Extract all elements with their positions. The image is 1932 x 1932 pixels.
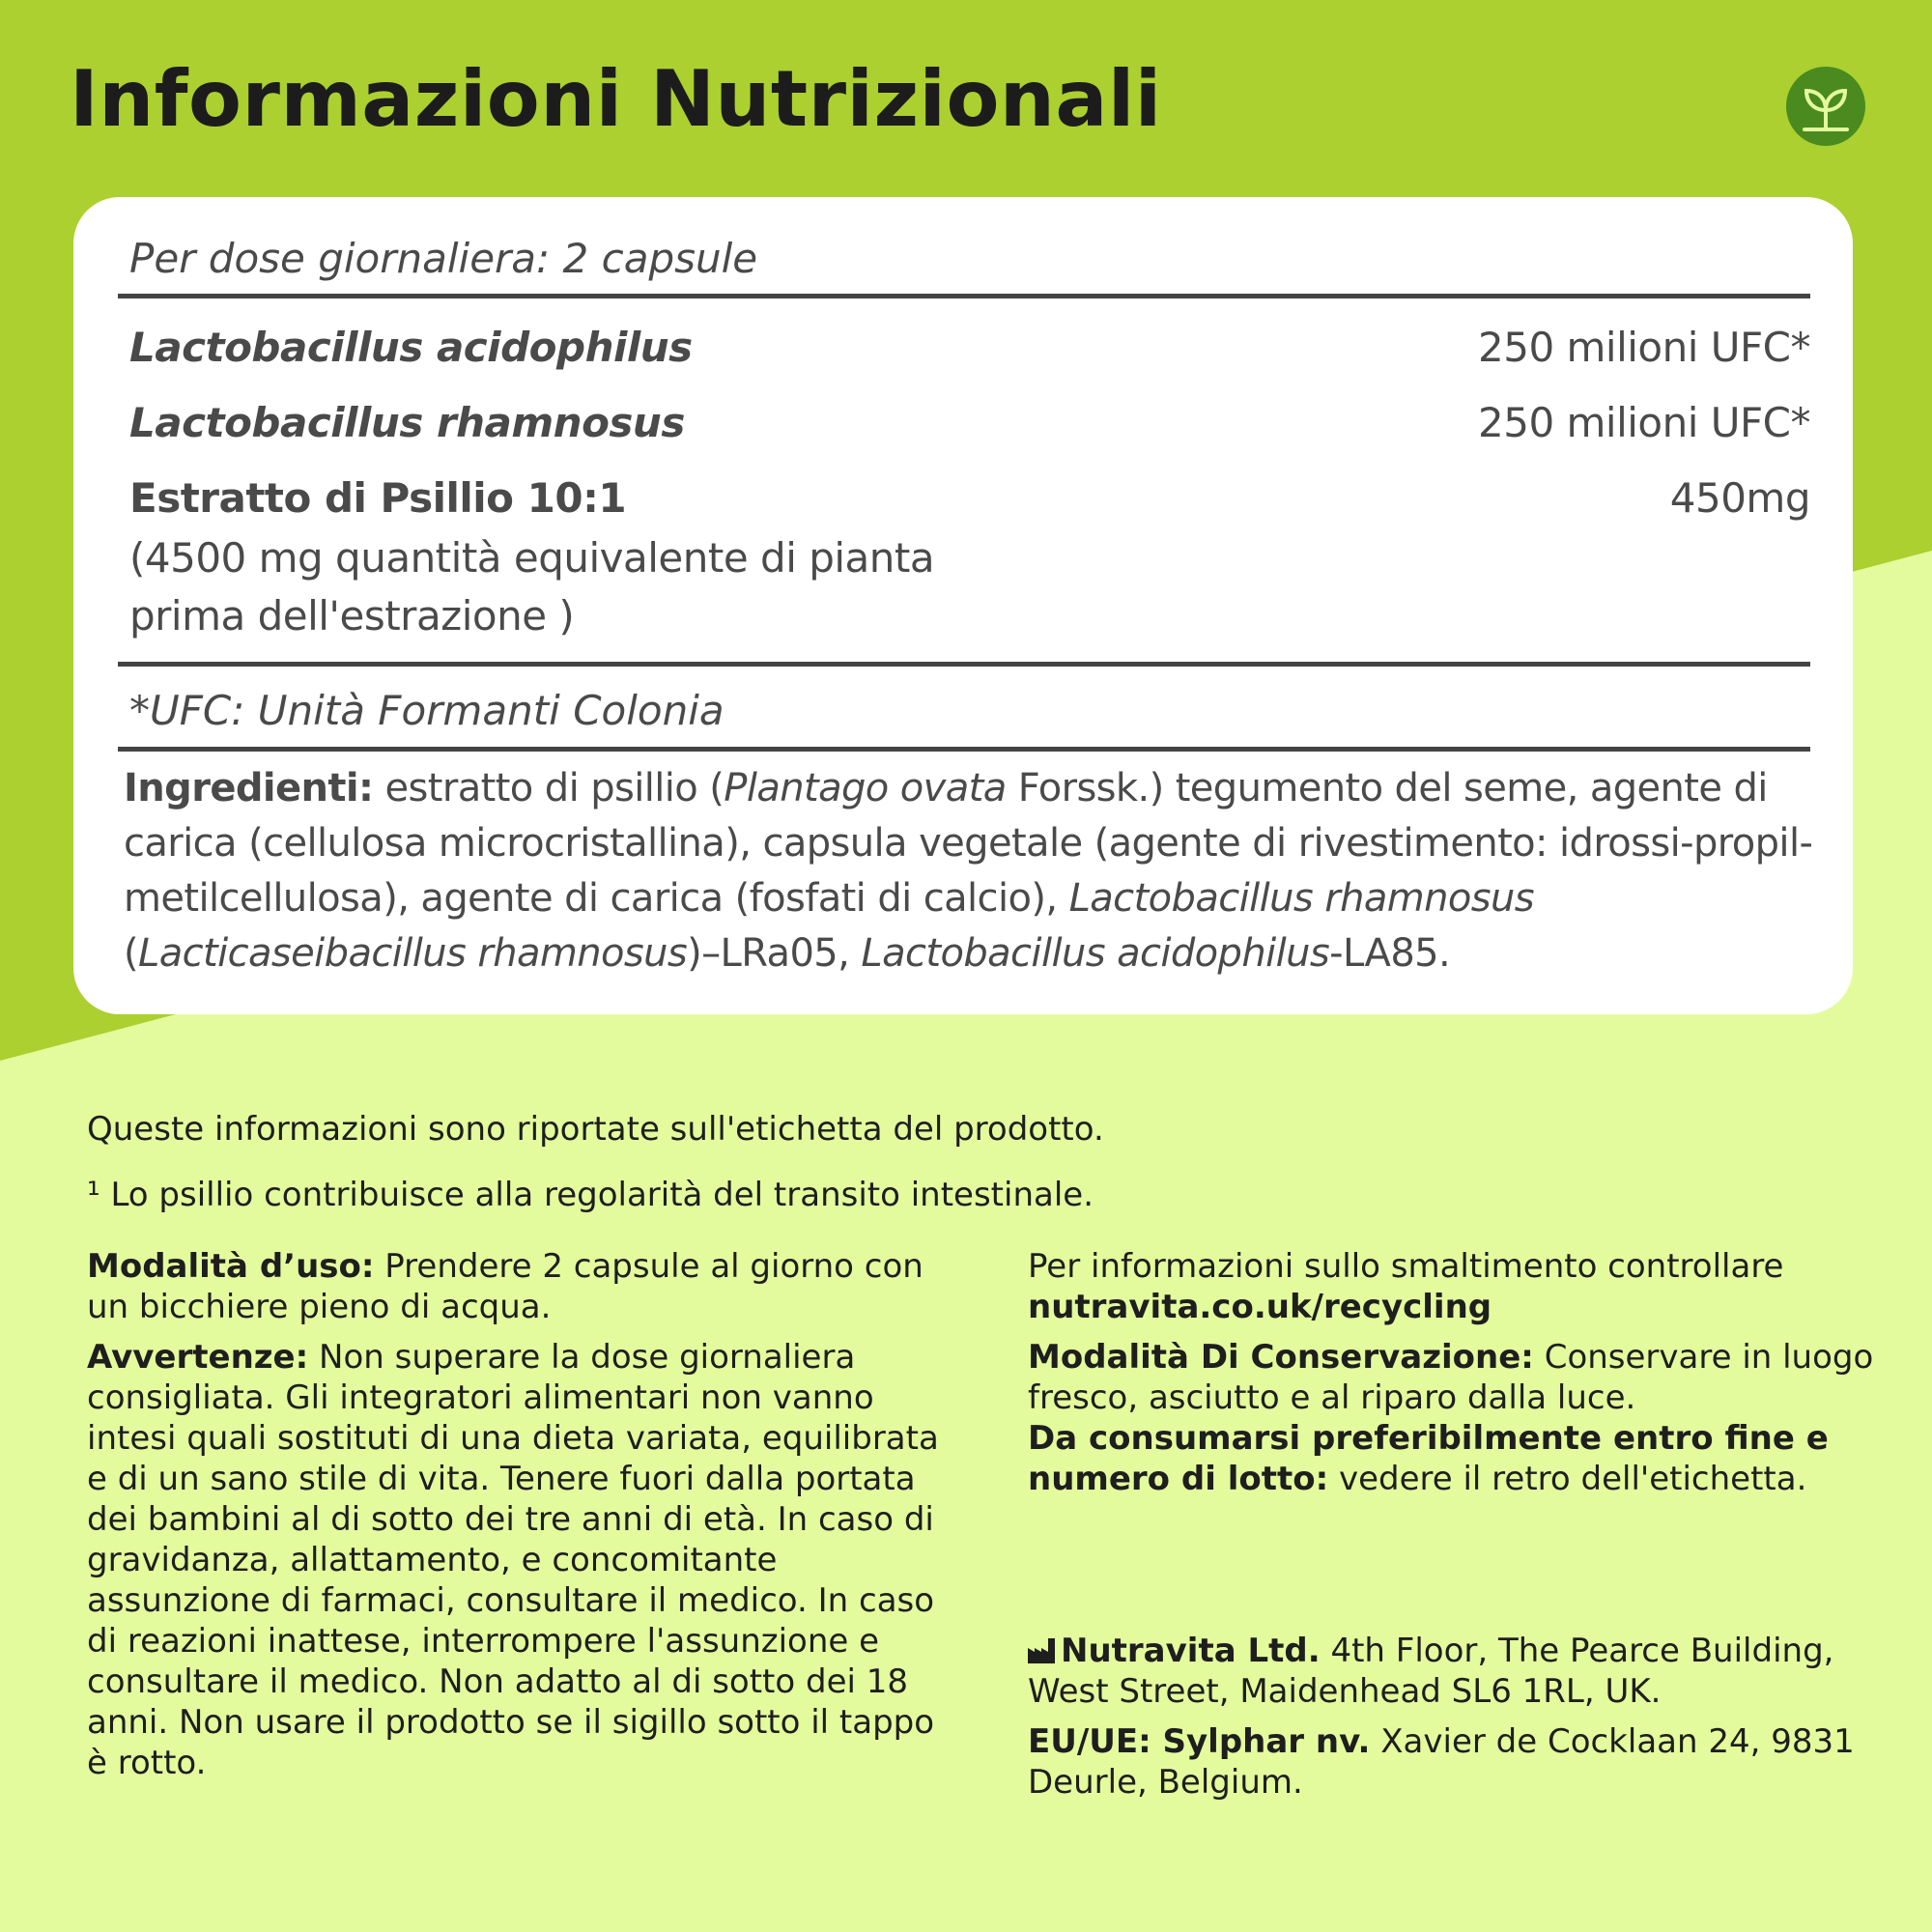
nutrient-row bbox=[129, 469, 1810, 643]
ingredients-part: Forssk.) tegumento del seme, agente di carica (cellulosa microcristallina), capsula vegetale (agente di rivestimento: idrossi-propil-metilcellulosa), agente di carica (fosfati di calcio), bbox=[124, 766, 1813, 921]
best-before-text: vedere il retro dell'etichetta. bbox=[1328, 1460, 1807, 1498]
manufacturer-address: 4th Floor, The Pearce Building, West Street, Maidenhead SL6 1RL, UK. bbox=[1028, 1632, 1834, 1711]
disposal-text: Per informazioni sullo smaltimento controllare bbox=[1028, 1247, 1784, 1286]
ingredients-text bbox=[124, 761, 1824, 981]
warnings-text: Non superare la dose giornaliera consigliata. Gli integratori alimentari non vanno intesi quali sostituti di una dieta variata, equilibrata e di un sano stile di vita. Tenere fuori dalla portata dei bambini al di sotto dei tre anni di età. In caso di gravidanza, allattamento, e concomitante assunzione di farmaci, consultare il medico. In caso di reazioni inattese, interrompere l'assunzione e consultare il medico. Non adatto al di sotto dei 18 anni. Non usare il prodotto se il sigillo sotto il tappo è rotto. bbox=[87, 1338, 939, 1782]
eu-representative bbox=[1028, 1721, 1897, 1803]
nutrient-name: Lactobacillus rhamnosus bbox=[129, 399, 685, 446]
nutrient-amount: 250 milioni UFC* bbox=[1478, 324, 1810, 371]
storage-text: Conservare in luogo fresco, asciutto e al riparo dalla luce. bbox=[1028, 1338, 1874, 1417]
ingredients-part: -LA85. bbox=[1329, 931, 1451, 976]
ingredients-part: Lactobacillus acidophilus bbox=[861, 931, 1330, 976]
ingredients-label: Ingredienti: bbox=[124, 766, 374, 810]
nutrient-amount: 450mg bbox=[1669, 474, 1810, 522]
divider bbox=[118, 294, 1810, 298]
divider bbox=[118, 662, 1810, 667]
nutrient-row bbox=[129, 394, 1810, 452]
eu-label: EU/UE: Sylphar nv. bbox=[1028, 1722, 1371, 1761]
nutrient-detail: (4500 mg quantità equivalente di pianta prima dell'estrazione ) bbox=[129, 534, 935, 639]
disposal-info bbox=[1028, 1246, 1897, 1327]
nutrient-row bbox=[129, 319, 1810, 377]
sprout-leaf-icon bbox=[1785, 66, 1866, 147]
manufacturer-name: Nutravita Ltd. bbox=[1061, 1632, 1321, 1670]
left-column bbox=[87, 1246, 956, 1793]
recycling-link[interactable]: nutravita.co.uk/recycling bbox=[1028, 1288, 1492, 1326]
best-before-label: Da consumarsi preferibilmente entro fine e numero di lotto: bbox=[1028, 1419, 1829, 1498]
warnings-label: Avvertenze: bbox=[87, 1338, 309, 1377]
ingredients-part: ( bbox=[124, 931, 139, 976]
divider bbox=[118, 747, 1810, 752]
label-info-note: Queste informazioni sono riportate sull'etichetta del prodotto. bbox=[87, 1110, 1104, 1149]
storage-info bbox=[1028, 1337, 1897, 1499]
page-title: Informazioni Nutrizionali bbox=[70, 54, 1162, 144]
ingredients-part: Lacticaseibacillus rhamnosus bbox=[138, 931, 688, 976]
nutrition-card bbox=[73, 197, 1853, 1014]
ufc-footnote: *UFC: Unità Formanti Colonia bbox=[129, 687, 724, 734]
storage-label: Modalità Di Conservazione: bbox=[1028, 1338, 1534, 1377]
psyllium-claim-note: ¹ Lo psillio contribuisce alla regolarità del transito intestinale. bbox=[87, 1176, 1094, 1214]
eu-address: Xavier de Cocklaan 24, 9831 Deurle, Belgium. bbox=[1028, 1722, 1855, 1802]
serving-size: Per dose giornaliera: 2 capsule bbox=[129, 235, 758, 282]
manufacturer-info bbox=[1028, 1631, 1897, 1712]
nutrient-name: Lactobacillus acidophilus bbox=[129, 324, 693, 371]
nutrient-name: Estratto di Psillio 10:1 bbox=[129, 474, 627, 522]
usage-text: Prendere 2 capsule al giorno con un bicchiere pieno di acqua. bbox=[87, 1247, 923, 1326]
right-column bbox=[1028, 1246, 1897, 1812]
usage-label: Modalità d’uso: bbox=[87, 1247, 375, 1286]
ingredients-part: Plantago ovata bbox=[724, 766, 1007, 810]
ingredients-part: Lactobacillus rhamnosus bbox=[1068, 876, 1534, 921]
nutrient-amount: 250 milioni UFC* bbox=[1478, 399, 1810, 446]
warnings bbox=[87, 1337, 956, 1783]
ingredients-part: estratto di psillio ( bbox=[373, 766, 724, 810]
ingredients-part: )–LRa05, bbox=[687, 931, 862, 976]
factory-icon bbox=[1028, 1638, 1055, 1663]
usage-directions bbox=[87, 1246, 956, 1327]
